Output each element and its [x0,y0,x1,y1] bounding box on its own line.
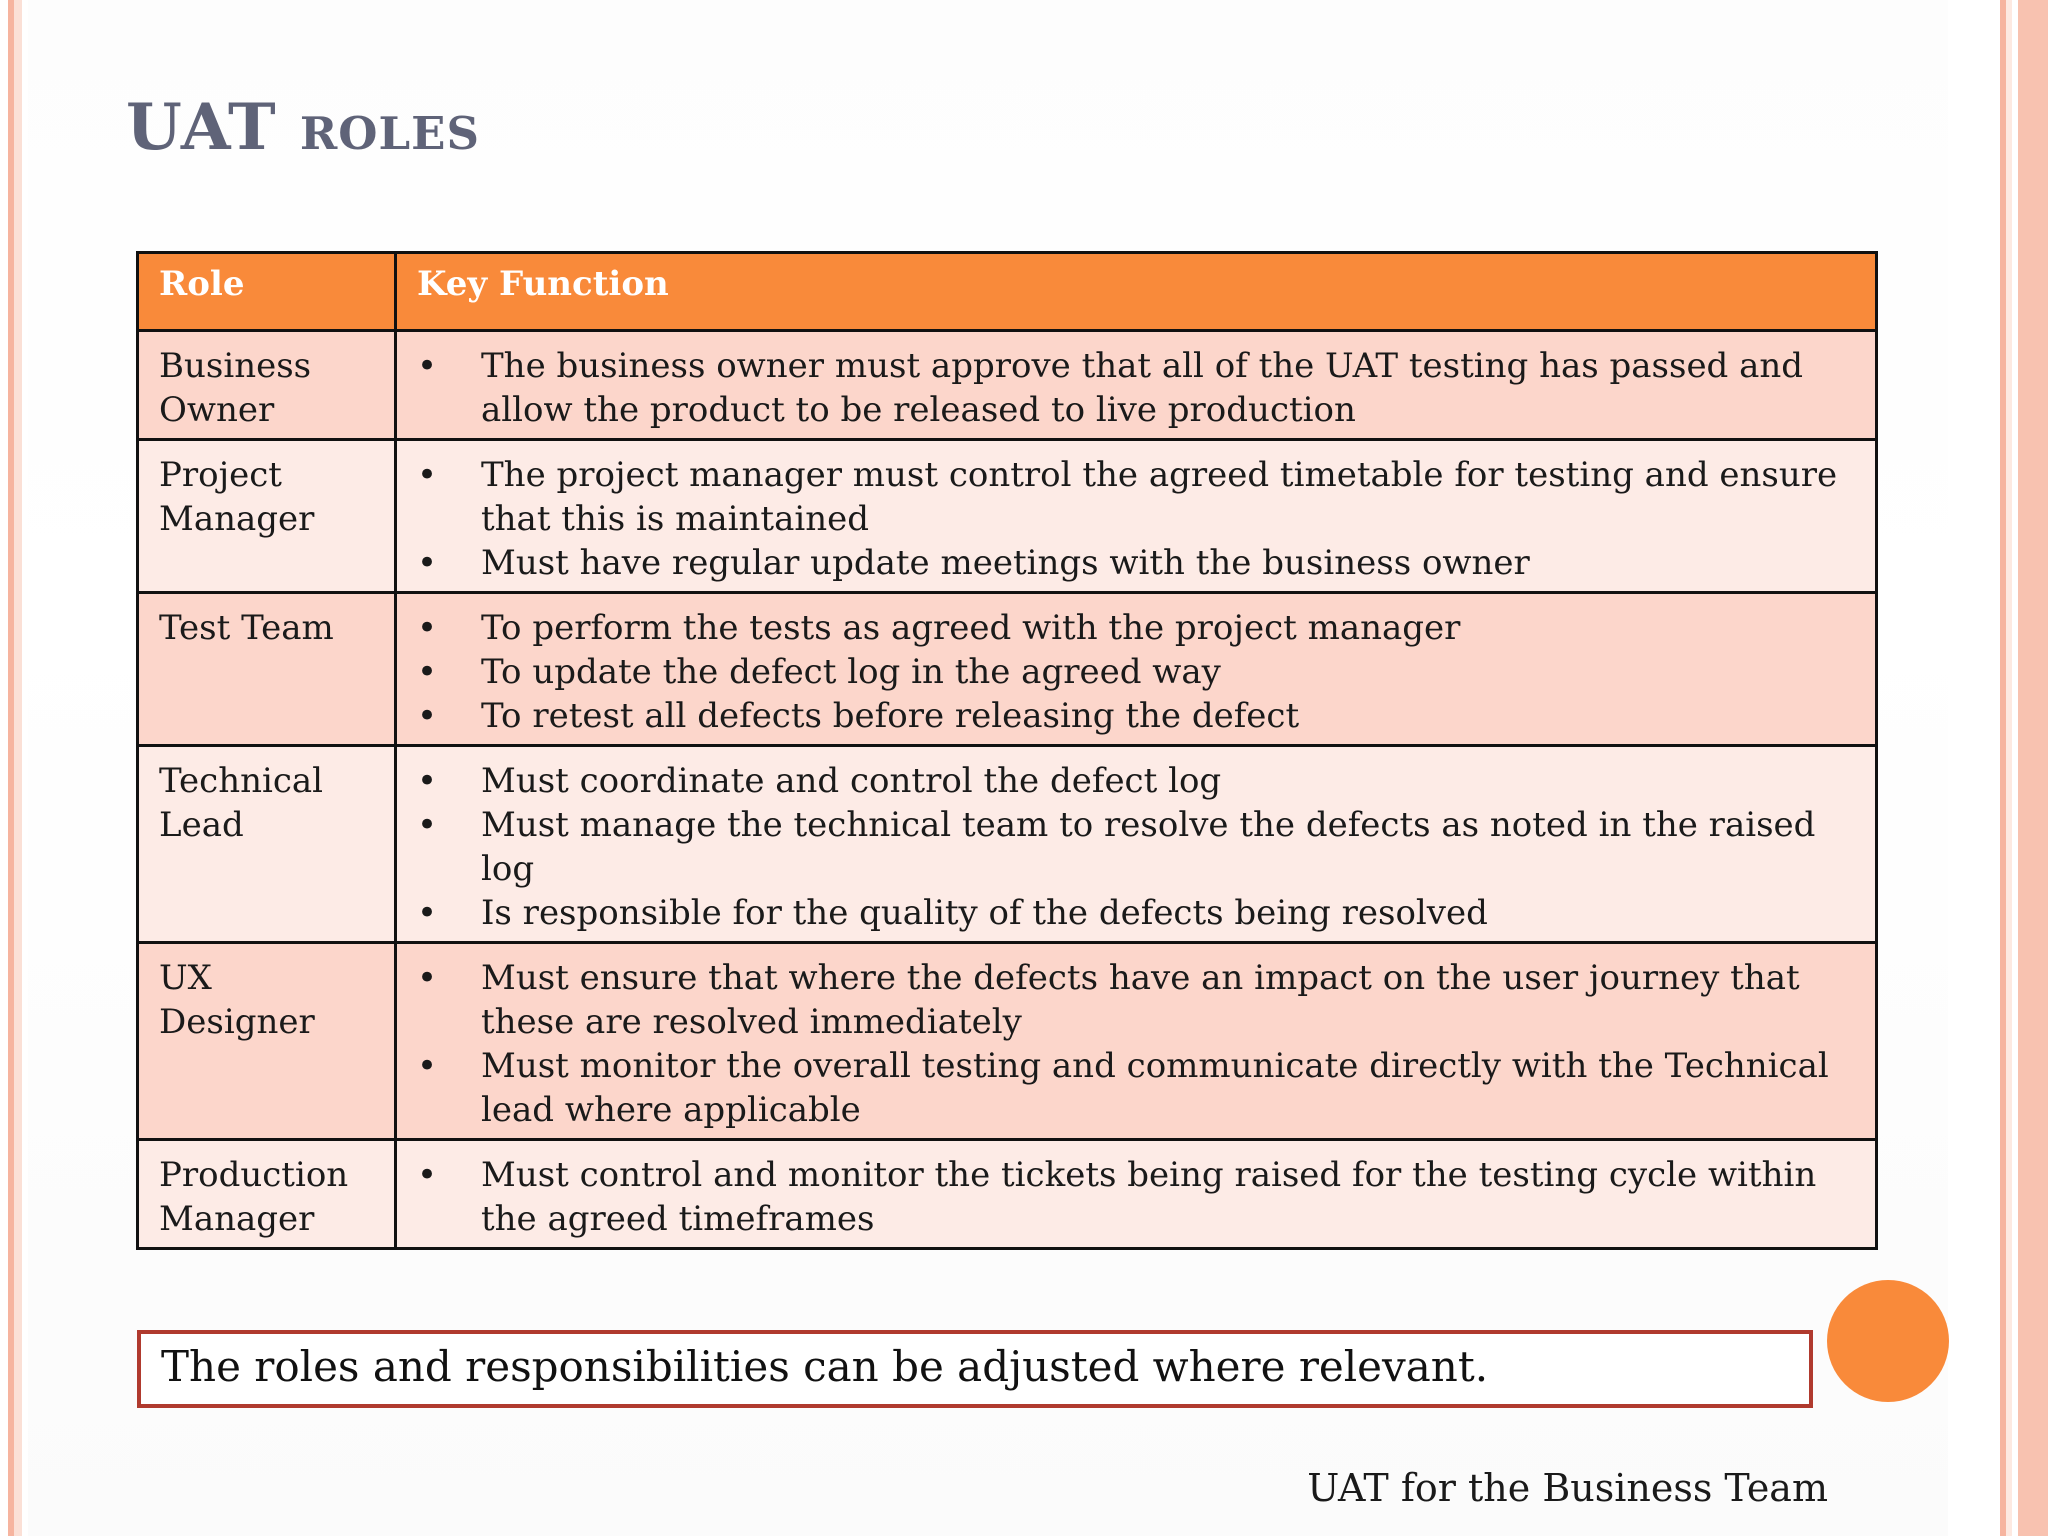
function-cell [396,1140,1877,1249]
roles-table [136,251,1878,1250]
function-cell [396,440,1877,593]
header-role: Role [138,253,396,331]
left-border-decoration [0,0,28,1536]
function-item: • Must control and monitor the tickets being raised for the testing cycle within the agreed timeframes [417,1153,1855,1241]
function-cell [396,746,1877,943]
function-item: • To update the defect log in the agreed way [417,650,1855,694]
slide-title: UAT roles [126,90,480,165]
function-item: • Must manage the technical team to resolve the defects as noted in the raised log [417,803,1855,891]
slide-footer: UAT for the Business Team [1307,1466,1828,1510]
function-cell [396,593,1877,746]
right-border-decoration [1948,0,2048,1536]
function-item: • Must ensure that where the defects have an impact on the user journey that these are resolved immediately [417,956,1855,1044]
function-item: • Is responsible for the quality of the defects being resolved [417,891,1855,935]
role-cell: Project Manager [138,440,396,593]
table-row [138,440,1877,593]
function-item: • The business owner must approve that all of the UAT testing has passed and allow the product to be released to live production [417,344,1855,432]
function-item: • Must monitor the overall testing and communicate directly with the Technical lead where applicable [417,1044,1855,1132]
function-item: • Must coordinate and control the defect log [417,759,1855,803]
role-cell: Technical Lead [138,746,396,943]
table-row [138,331,1877,440]
function-item: • Must have regular update meetings with the business owner [417,541,1855,585]
table-row [138,943,1877,1140]
role-cell: Business Owner [138,331,396,440]
header-key-function: Key Function [396,253,1877,331]
note-box: The roles and responsibilities can be adjusted where relevant. [137,1330,1813,1408]
role-cell: Production Manager [138,1140,396,1249]
function-cell [396,331,1877,440]
role-cell: UX Designer [138,943,396,1140]
function-cell [396,943,1877,1140]
table-row [138,593,1877,746]
function-item: • To retest all defects before releasing the defect [417,694,1855,738]
table-row [138,1140,1877,1249]
function-item: • To perform the tests as agreed with the project manager [417,606,1855,650]
table-header-row [138,253,1877,331]
role-cell: Test Team [138,593,396,746]
orange-circle-decoration [1827,1280,1949,1402]
function-item: • The project manager must control the agreed timetable for testing and ensure that this is maintained [417,453,1855,541]
table-row [138,746,1877,943]
